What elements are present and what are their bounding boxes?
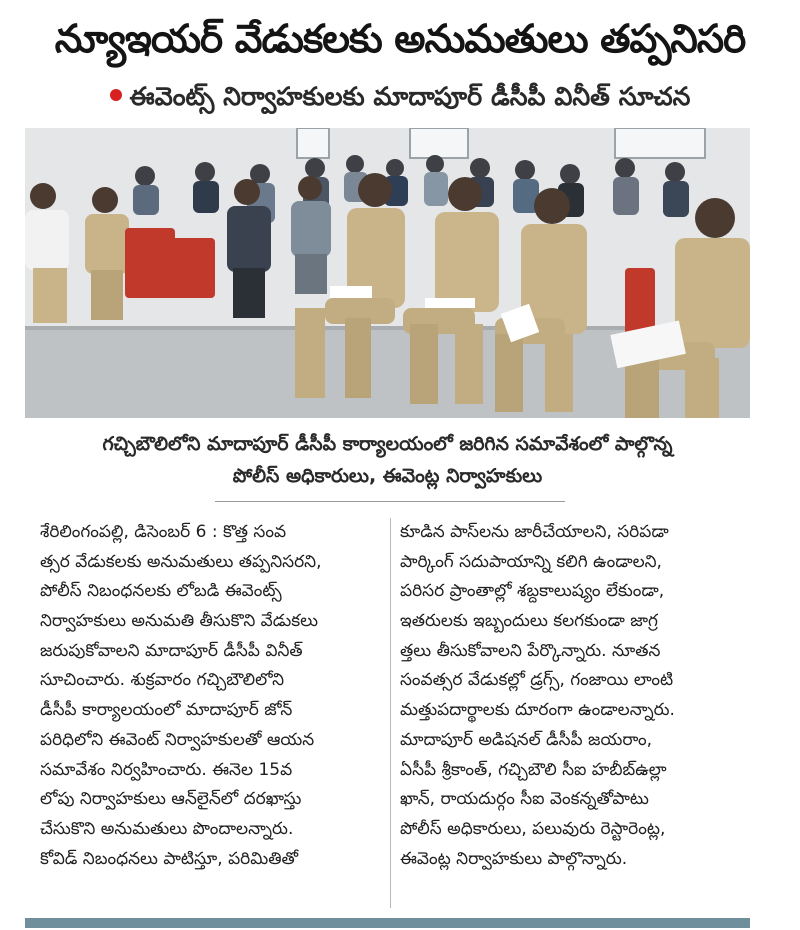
body-line: సూచించారు. శుక్రవారం గచ్చిబౌలిలోని <box>40 670 285 691</box>
subheadline <box>0 78 800 114</box>
news-photo <box>25 128 750 418</box>
photo-caption-line2: పోలీస్ అధికారులు, ఈవెంట్ల నిర్వాహకులు <box>232 465 543 487</box>
body-line: మత్తుపదార్థాలకు దూరంగా ఉండాలన్నారు. <box>400 700 675 721</box>
photo-window <box>410 128 468 158</box>
subheadline-text: ఈవెంట్స్ నిర్వాహకులకు మాదాపూర్ డీసీపీ వినీత్ సూచన <box>129 81 691 111</box>
headline: న్యూఇయర్ వేడుకలకు అనుమతులు తప్పనిసరి <box>54 17 746 62</box>
photo-window <box>615 128 705 158</box>
caption-divider <box>215 501 565 502</box>
body-line: పరిసర ప్రాంతాల్లో శబ్దకాలుష్యం లేకుండా, <box>400 581 665 602</box>
body-line: డీసీపీ కార్యాలయంలో మాదాపూర్ జోన్ <box>40 700 293 721</box>
body-line: ఇతరులకు ఇబ్బందులు కలగకుండా జాగ్ర <box>400 611 658 632</box>
body-line: మాదాపూర్ అడిషనల్ డీసీపీ జయరాం, <box>400 729 653 750</box>
body-line: కూడిన పాస్‌లను జారీచేయాలని, సరిపడా <box>400 522 669 542</box>
body-line: త్సర వేడుకలకు అనుమతులు తప్పనిసరని, <box>40 551 322 572</box>
column-divider <box>390 518 391 908</box>
body-line: త్తలు తీసుకోవాలని పేర్కొన్నారు. నూతన <box>400 640 661 661</box>
body-line: పోలీస్ అధికారులు, పలువురు రెస్టారెంట్ల, <box>400 818 666 839</box>
meeting-photo-illustration <box>25 128 750 418</box>
red-bullet-icon <box>110 89 122 101</box>
body-line: నిర్వాహకులు అనుమతి తీసుకొని వేడుకలు <box>40 611 319 632</box>
body-line: ఈవెంట్ల నిర్వాహకులు పాల్గొన్నారు. <box>400 848 628 869</box>
body-line: సమావేశం నిర్వహించారు. ఈనెల 15వ <box>40 759 293 780</box>
body-line: పోలీస్ నిబంధనలకు లోబడి ఈవెంట్స్ <box>40 581 282 602</box>
body-line: ఏసీపీ శ్రీకాంత్, గచ్చిబౌలి సీఐ హబీబ్‌ఉల్లా <box>400 759 667 780</box>
photo-window <box>297 128 329 158</box>
body-line: చేసుకొని అనుమతులు పొందాలన్నారు. <box>40 818 294 839</box>
body-line: ఖాన్, రాయదుర్గం సీఐ వెంకన్నతోపాటు <box>400 789 649 810</box>
body-line: సంవత్సర వేడుకల్లో డ్రగ్స్, గంజాయి లాంటి <box>400 670 674 691</box>
body-line: పరిధిలోని ఈవెంట్ నిర్వాహకులతో ఆయన <box>40 729 315 750</box>
body-line: కోవిడ్ నిబంధనలు పాటిస్తూ, పరిమితితో <box>40 848 299 869</box>
body-line: పార్కింగ్ సదుపాయాన్ని కలిగి ఉండాలని, <box>400 551 662 572</box>
body-line: శేరిలింగంపల్లి, డిసెంబర్ 6 : కొత్త సంవ <box>40 522 287 542</box>
body-line: లోపు నిర్వాహకులు ఆన్‌లైన్‌లో దరఖాస్తు <box>40 789 302 810</box>
photo-caption <box>25 428 750 492</box>
bottom-color-band <box>25 918 750 928</box>
photo-caption-line1: గచ్చిబౌలిలోని మాదాపూర్ డీసీపీ కార్యాలయంలో జరిగిన సమావేశంలో పాల్గొన్న <box>102 433 673 455</box>
body-line: జరుపుకోవాలని మాదాపూర్ డీసీపీ వినీత్ <box>40 640 303 661</box>
article-body-column-left <box>40 518 382 874</box>
article-body-column-right <box>400 518 742 874</box>
